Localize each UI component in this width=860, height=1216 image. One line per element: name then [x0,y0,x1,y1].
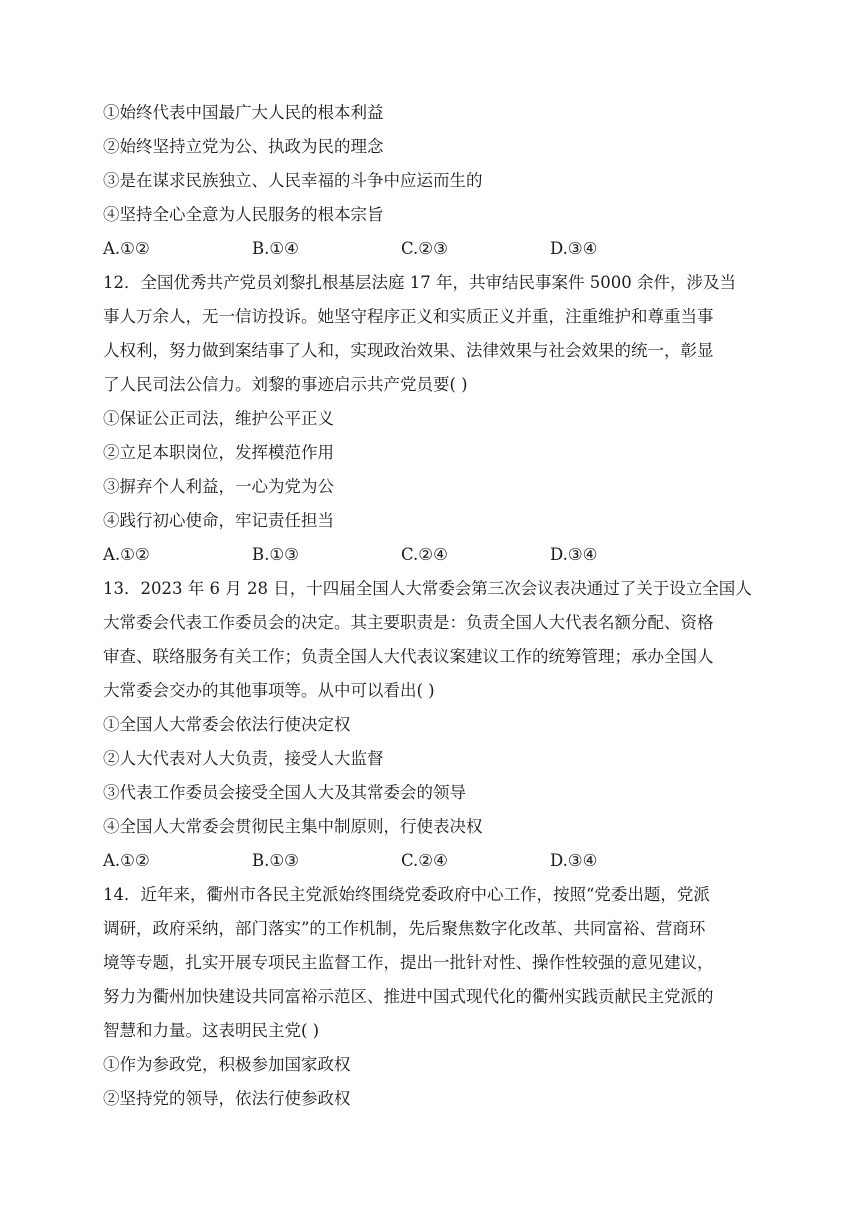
q12-stem-line: 了人民司法公信力。刘黎的事迹启示共产党员要( ) [103,375,468,394]
question-14 [103,878,763,1116]
q11-choice-b[interactable]: B.①④ [252,239,299,258]
q11-choice-c[interactable]: C.②③ [401,239,448,258]
q14-stem-line: 境等专题，扎实开展专项民主监督工作，提出一批针对性、操作性较强的意见建议， [103,953,714,972]
q13-stem-line: 大常委会代表工作委员会的决定。其主要职责是：负责全国人大代表名额分配、资格 [103,613,714,632]
q14-stem-line: 调研，政府采纳，部门落实”的工作机制，先后聚焦数字化改革、共同富裕、营商环 [103,919,706,938]
q13-stem-line: 审查、联络服务有关工作；负责全国人大代表议案建议工作的统筹管理；承办全国人 [103,647,714,666]
q14-stem-line: 14．近年来，衢州市各民主党派始终围绕党委政府中心工作，按照“党委出题，党派 [103,885,710,904]
q12-option-3: ③摒弃个人利益，一心为党为公 [103,477,334,496]
q14-stem-line: 智慧和力量。这表明民主党( ) [103,1021,320,1040]
question-11 [103,96,763,266]
q12-stem-line: 人权利，努力做到案结事了人和，实现政治效果、法律效果与社会效果的统一，彰显 [103,341,714,360]
exam-page [103,96,763,1116]
question-13 [103,572,763,878]
q13-option-3: ③代表工作委员会接受全国人大及其常委会的领导 [103,783,466,802]
q14-option-2: ②坚持党的领导，依法行使参政权 [103,1089,351,1108]
q11-choice-d[interactable]: D.③④ [550,239,598,258]
q14-option-1: ①作为参政党，积极参加国家政权 [103,1055,351,1074]
q13-choice-d[interactable]: D.③④ [550,851,598,870]
q12-stem-line: 事人万余人，无一信访投诉。她坚守程序正义和实质正义并重，注重维护和尊重当事 [103,307,714,326]
q11-option-4: ④坚持全心全意为人民服务的根本宗旨 [103,205,384,224]
q13-answer-choices [103,844,763,878]
q12-choice-a[interactable]: A.①② [103,545,150,564]
q12-option-4: ④践行初心使命，牢记责任担当 [103,511,334,530]
q12-choice-b[interactable]: B.①③ [252,545,299,564]
q13-choice-a[interactable]: A.①② [103,851,150,870]
q12-stem-line: 12．全国优秀共产党员刘黎扎根基层法庭 17 年，共审结民事案件 5000 余件，涉及当 [103,273,736,292]
q13-stem-line: 大常委会交办的其他事项等。从中可以看出( ) [103,681,435,700]
q12-option-1: ①保证公正司法，维护公平正义 [103,409,334,428]
q14-stem-line: 努力为衢州加快建设共同富裕示范区、推进中国式现代化的衢州实践贡献民主党派的 [103,987,714,1006]
q11-option-3: ③是在谋求民族独立、人民幸福的斗争中应运而生的 [103,171,483,190]
q12-answer-choices [103,538,763,572]
q13-option-2: ②人大代表对人大负责，接受人大监督 [103,749,384,768]
q11-choice-a[interactable]: A.①② [103,239,150,258]
question-12 [103,266,763,572]
q12-choice-d[interactable]: D.③④ [550,545,598,564]
q12-choice-c[interactable]: C.②④ [401,545,448,564]
q11-option-2: ②始终坚持立党为公、执政为民的理念 [103,137,384,156]
q13-option-4: ④全国人大常委会贯彻民主集中制原则，行使表决权 [103,817,483,836]
q13-option-1: ①全国人大常委会依法行使决定权 [103,715,351,734]
q13-choice-c[interactable]: C.②④ [401,851,448,870]
q13-stem-line: 13．2023 年 6 月 28 日，十四届全国人大常委会第三次会议表决通过了关于设立全国人 [103,579,752,598]
q12-option-2: ②立足本职岗位，发挥模范作用 [103,443,334,462]
q11-answer-choices [103,232,763,266]
q11-option-1: ①始终代表中国最广大人民的根本利益 [103,103,384,122]
q13-choice-b[interactable]: B.①③ [252,851,299,870]
